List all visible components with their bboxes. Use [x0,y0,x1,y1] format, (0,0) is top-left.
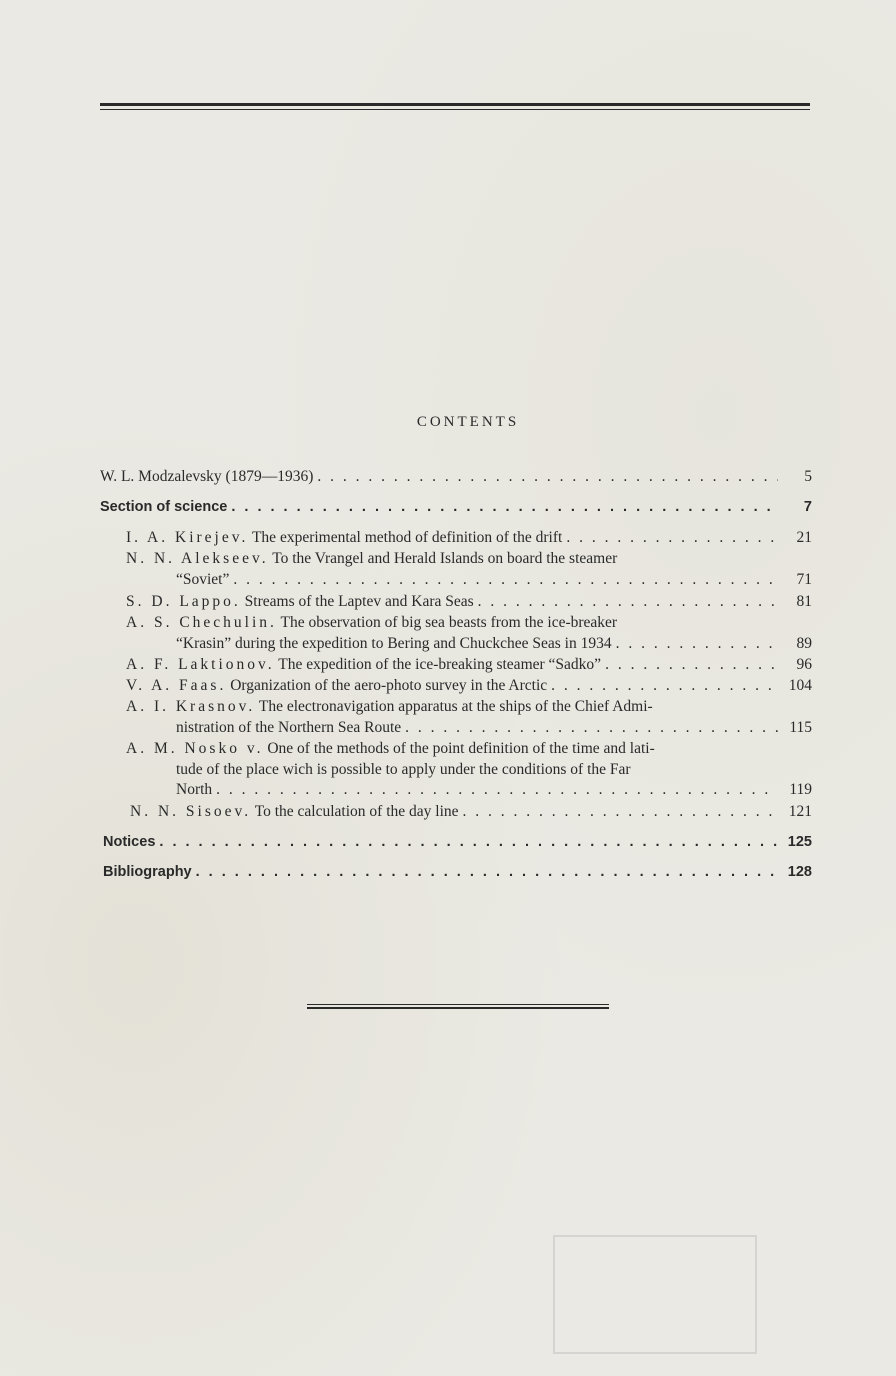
entry-author: A. S. Chechulin. [126,614,277,631]
entry-author: I. A. Kirejev. [126,529,249,546]
top-double-rule [100,103,810,106]
entry-title-continued: nistration of the Northern Sea Route [176,718,402,736]
entry-page: 128 [787,864,812,880]
toc-entry [126,549,812,590]
entry-title: One of the methods of the point definition of the time and lati- [267,740,655,757]
entry-page: 115 [789,718,812,736]
leader-dots [463,802,778,823]
leader-dots [231,497,778,518]
entry-page: 104 [788,677,812,694]
toc-entry [100,497,812,518]
entry-title: To the Vrangel and Herald Islands on board the steamer [272,550,618,567]
entry-title: Bibliography [103,864,192,880]
toc-entry [126,697,812,738]
toc-entry [103,862,812,883]
entry-page: 96 [796,656,812,673]
leader-dots [551,676,778,697]
toc-entry [130,802,812,823]
toc-entry [126,592,812,613]
entry-title: Notices [103,834,156,850]
toc-entry [126,739,812,801]
toc-entry [103,832,812,853]
toc-entry [126,676,812,697]
entry-title: W. L. Modzalevsky (1879—1936) [100,468,314,485]
entry-page: 125 [787,834,812,850]
leader-dots [616,634,778,655]
leader-dots [478,592,778,613]
entry-page: 71 [796,570,812,588]
entry-author: A. I. Krasnov. [126,698,256,715]
entry-title-continued: “Soviet” [176,570,230,588]
entry-page: 119 [789,781,812,798]
entry-author: A. F. Laktionov. [126,656,275,673]
leader-dots [233,570,778,591]
toc-entry [126,613,812,654]
entry-title-continued: North [176,781,213,798]
toc-entry [126,655,812,676]
entry-title-continued: “Krasin” during the expedition to Bering and Chuckchee Seas in 1934 [176,634,612,652]
leader-dots [317,467,778,488]
entry-author: V. A. Faas. [126,677,227,694]
contents-title: CONTENTS [416,414,520,430]
entry-page: 21 [796,529,812,546]
entry-title: The electronavigation apparatus at the ships of the Chief Admi- [258,698,653,715]
entry-page: 7 [803,499,812,515]
entry-title-continued: tude of the place wich is possible to apply under the conditions of the Far [176,760,631,778]
library-stamp [553,1235,757,1354]
bottom-double-rule [307,1004,609,1005]
entry-title: The experimental method of definition of the drift [251,529,563,546]
leader-dots [605,655,778,676]
leader-dots [566,528,778,549]
entry-title: Section of science [100,499,228,515]
entry-author: S. D. Lappo. [126,593,241,610]
leader-dots [159,832,778,853]
entry-page: 89 [796,634,812,652]
entry-title: Organization of the aero-photo survey in the Arctic [230,677,548,694]
entry-title: Streams of the Laptev and Kara Seas [244,593,474,610]
toc-entry [126,528,812,549]
entry-title: The observation of big sea beasts from the ice-breaker [280,614,618,631]
entry-page: 81 [796,593,812,610]
entry-page: 5 [804,468,812,485]
toc-entry [100,467,812,488]
entry-page: 121 [788,803,812,820]
entry-author: A. M. Nosko v. [126,740,264,757]
entry-author: N. N. Alekseev. [126,550,269,567]
entry-title: The expedition of the ice-breaking steamer “Sadko” [278,656,602,673]
leader-dots [216,780,778,801]
entry-title: To the calculation of the day line [254,803,459,820]
leader-dots [196,862,778,883]
entry-author: N. N. Sisoev. [130,803,252,820]
leader-dots [405,718,778,739]
